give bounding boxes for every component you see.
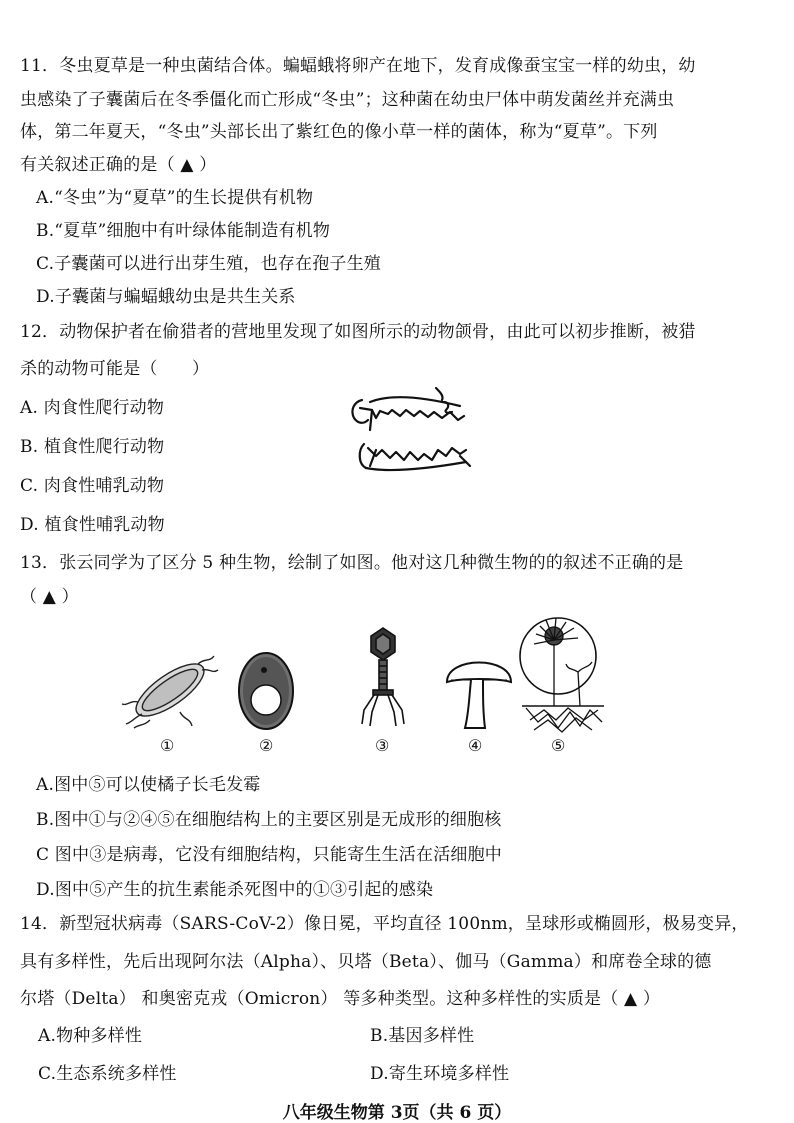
q11-option-a: A.“冬虫”为“夏草”的生长提供有机物	[36, 188, 314, 208]
mushroom-figure	[443, 646, 515, 732]
q13-option-d: D.图中⑤产生的抗生素能杀死图中的①③引起的感染	[36, 880, 434, 900]
q13-option-a: A.图中⑤可以使橘子长毛发霉	[36, 775, 261, 795]
q12-option-d: D. 植食性哺乳动物	[20, 515, 165, 535]
q11-line-2: 虫感染了子囊菌后在冬季僵化而亡形成“冬虫”；这种菌在幼虫尸体中萌发菌丝并充满虫	[20, 90, 675, 110]
q13-option-c: C 图中③是病毒，它没有细胞结构，只能寄生生活在活细胞中	[36, 845, 503, 865]
q11-option-c: C.子囊菌可以进行出芽生殖，也存在孢子生殖	[36, 254, 382, 274]
figure-label-3: ③	[375, 736, 390, 755]
bacteriophage-figure	[358, 626, 408, 730]
jawbone-figure	[340, 380, 480, 490]
q12-option-a: A. 肉食性爬行动物	[20, 398, 165, 418]
q11-line-1: 11．冬虫夏草是一种虫菌结合体。蝙蝠蛾将卵产在地下，发育成像蚕宝宝一样的幼虫，幼	[20, 56, 696, 76]
q14-line-1: 14．新型冠状病毒（SARS-CoV-2）像日冕，平均直径 100nm，呈球形或椭圆形，极易变异，	[20, 914, 749, 934]
q11-option-b: B.“夏草”细胞中有叶绿体能制造有机物	[36, 221, 331, 241]
q14-option-d: D.寄生环境多样性	[370, 1064, 510, 1084]
q11-line-4: 有关叙述正确的是（ ▲ ）	[20, 155, 217, 175]
figure-label-1: ①	[160, 736, 175, 755]
q13-line-1: 13．张云同学为了区分 5 种生物，绘制了如图。他对这几种微生物的的叙述不正确的是	[20, 553, 684, 573]
figure-label-2: ②	[259, 736, 274, 755]
q14-line-3: 尔塔（Delta） 和奥密克戎（Omicron） 等多种类型。这种多样性的实质是（ ▲ ）	[20, 989, 661, 1009]
q11-option-d: D.子囊菌与蝙蝠蛾幼虫是共生关系	[36, 287, 296, 307]
bacterium-figure	[120, 650, 220, 730]
q11-line-3: 体，第二年夏天，“冬虫”头部长出了紫红色的像小草一样的菌体，称为“夏草”。下列	[20, 122, 658, 142]
figure-label-5: ⑤	[551, 736, 566, 755]
q14-option-b: B.基因多样性	[370, 1026, 475, 1046]
q14-option-a: A.物种多样性	[38, 1026, 143, 1046]
figure-label-4: ④	[468, 736, 483, 755]
q13-line-2: （ ▲ ）	[20, 587, 79, 607]
yeast-figure	[236, 650, 296, 732]
q14-line-2: 具有多样性，先后出现阿尔法（Alpha）、贝塔（Beta）、伽马（Gamma）和席卷全球的德	[20, 952, 712, 972]
q12-line-1: 12．动物保护者在偷猎者的营地里发现了如图所示的动物颌骨，由此可以初步推断，被猎	[20, 322, 696, 342]
q12-line-2: 杀的动物可能是（ ）	[20, 359, 210, 379]
mold-figure	[518, 610, 608, 734]
q12-option-b: B. 植食性爬行动物	[20, 437, 165, 457]
q12-option-c: C. 肉食性哺乳动物	[20, 476, 165, 496]
q13-option-b: B.图中①与②④⑤在细胞结构上的主要区别是无成形的细胞核	[36, 810, 502, 830]
page-footer: 八年级生物第 3页（共 6 页）	[282, 1103, 512, 1123]
q14-option-c: C.生态系统多样性	[38, 1064, 177, 1084]
